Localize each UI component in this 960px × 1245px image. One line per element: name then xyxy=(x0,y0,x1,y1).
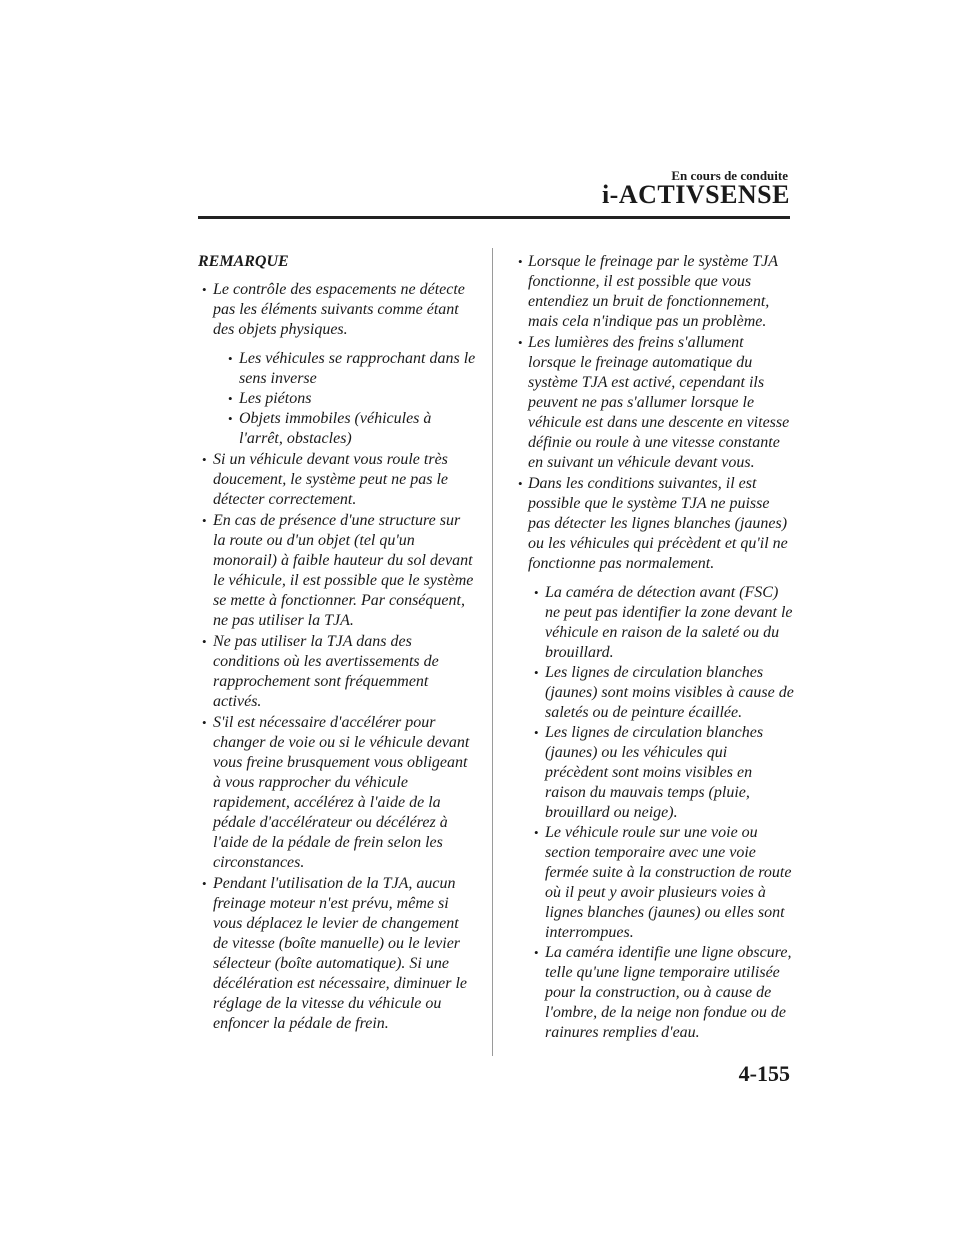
list-item xyxy=(198,450,476,510)
bullet-icon: • xyxy=(518,476,523,491)
sub-list-item-text: Les piétons xyxy=(239,390,312,407)
bullet-icon: • xyxy=(534,945,539,960)
list-item xyxy=(518,333,794,473)
bullet-icon: • xyxy=(202,513,207,528)
list-item xyxy=(518,252,794,332)
sub-list-item-text: La caméra identifie une ligne obscure, telle qu'une ligne temporaire utilisée pour la construction, ou à cause de l'ombre, de la neige non fondue ou de rainures remplies d'eau. xyxy=(545,944,792,1041)
sub-list-item-text: Les lignes de circulation blanches (jaunes) ou les véhicules qui précèdent sont moins visibles en raison du mauvais temps (pluie, brouillard ou neige). xyxy=(545,724,764,821)
list-item xyxy=(518,474,794,1043)
sub-list-item xyxy=(531,663,794,723)
list-item-text: Les lumières des freins s'allument lorsque le freinage automatique du système TJA est activé, cependant ils peuvent ne pas s'allumer lorsque le véhicule est dans une descente en vitesse définie ou roule à une vitesse constante en suivant un véhicule devant vous. xyxy=(528,334,790,471)
bullet-icon: • xyxy=(202,715,207,730)
sub-list-item-text: Les véhicules se rapprochant dans le sens inverse xyxy=(239,350,476,387)
sub-list xyxy=(213,349,476,449)
note-list-right xyxy=(518,252,794,1043)
sub-list-item xyxy=(531,943,794,1043)
list-item-text: S'il est nécessaire d'accélérer pour changer de voie ou si le véhicule devant vous freine brusquement vous obligeant à vous rapprocher du véhicule rapidement, accélérez à l'aide de la pédale d'accélérateur ou décélérez à l'aide de la pédale de frein selon les circonstances. xyxy=(213,714,470,871)
bullet-icon: • xyxy=(202,282,207,297)
list-item-text: Dans les conditions suivantes, il est possible que le système TJA ne puisse pas détecter les lignes blanches (jaunes) ou les véhicules qui précèdent et qu'il ne fonctionne pas normalement. xyxy=(528,475,788,572)
bullet-icon: • xyxy=(228,391,233,406)
list-item xyxy=(198,511,476,631)
bullet-icon: • xyxy=(202,876,207,891)
list-item-text: Si un véhicule devant vous roule très doucement, le système peut ne pas le détecter correctement. xyxy=(213,451,449,508)
bullet-icon: • xyxy=(534,825,539,840)
left-column xyxy=(198,252,476,1035)
list-item xyxy=(198,713,476,873)
column-divider xyxy=(492,248,493,1056)
bullet-icon: • xyxy=(534,585,539,600)
bullet-icon: • xyxy=(202,452,207,467)
section-label: En cours de conduite xyxy=(671,168,788,183)
right-column xyxy=(518,252,794,1044)
sub-list xyxy=(528,583,794,1043)
list-item-text: En cas de présence d'une structure sur la route ou d'un objet (tel qu'un monorail) à faible hauteur du sol devant le véhicule, il est possible que le système se mette à fonctionner. Par conséquent, ne pas utiliser la TJA. xyxy=(213,512,474,629)
list-item-text: Le contrôle des espacements ne détecte pas les éléments suivants comme étant des objets physiques. xyxy=(213,281,465,338)
sub-list-item xyxy=(531,823,794,943)
list-item xyxy=(198,280,476,449)
bullet-icon: • xyxy=(228,351,233,366)
bullet-icon: • xyxy=(202,634,207,649)
sub-list-item xyxy=(225,349,476,389)
note-list-left xyxy=(198,280,476,1034)
sub-list-item xyxy=(531,723,794,823)
list-item-text: Ne pas utiliser la TJA dans des conditions où les avertissements de rapprochement sont fréquemment activés. xyxy=(213,633,439,710)
sub-list-item-text: Les lignes de circulation blanches (jaunes) sont moins visibles à cause de saletés ou de peinture écaillée. xyxy=(545,664,794,721)
sub-list-item xyxy=(225,409,476,449)
sub-list-item-text: Objets immobiles (véhicules à l'arrêt, obstacles) xyxy=(239,410,432,447)
sub-list-item xyxy=(225,389,476,409)
bullet-icon: • xyxy=(518,335,523,350)
sub-list-item-text: Le véhicule roule sur une voie ou section temporaire avec une voie fermée suite à la construction de route où il peut y avoir plusieurs voies à lignes blanches (jaunes) ou elles sont interrompues. xyxy=(545,824,792,941)
bullet-icon: • xyxy=(534,725,539,740)
header-rule xyxy=(198,216,790,219)
sub-list-item xyxy=(531,583,794,663)
sub-list-item-text: La caméra de détection avant (FSC) ne peut pas identifier la zone devant le véhicule en raison de la saleté ou du brouillard. xyxy=(545,584,793,661)
bullet-icon: • xyxy=(518,254,523,269)
list-item xyxy=(198,632,476,712)
bullet-icon: • xyxy=(534,665,539,680)
page-number: 4-155 xyxy=(738,1061,790,1086)
list-item-text: Lorsque le freinage par le système TJA fonctionne, il est possible que vous entendiez un bruit de fonctionnement, mais cela n'indique pas un problème. xyxy=(528,253,778,330)
chapter-title: i-ACTIVSENSE xyxy=(601,180,790,209)
bullet-icon: • xyxy=(228,411,233,426)
list-item-text: Pendant l'utilisation de la TJA, aucun freinage moteur n'est prévu, même si vous déplacez le levier de changement de vitesse (boîte manuelle) ou le levier sélecteur (boîte automatique). Si une décélération est nécessaire, diminuer le réglage de la vitesse du véhicule ou enfoncer la pédale de frein. xyxy=(213,875,467,1032)
list-item xyxy=(198,874,476,1034)
note-title: REMARQUE xyxy=(198,253,289,270)
